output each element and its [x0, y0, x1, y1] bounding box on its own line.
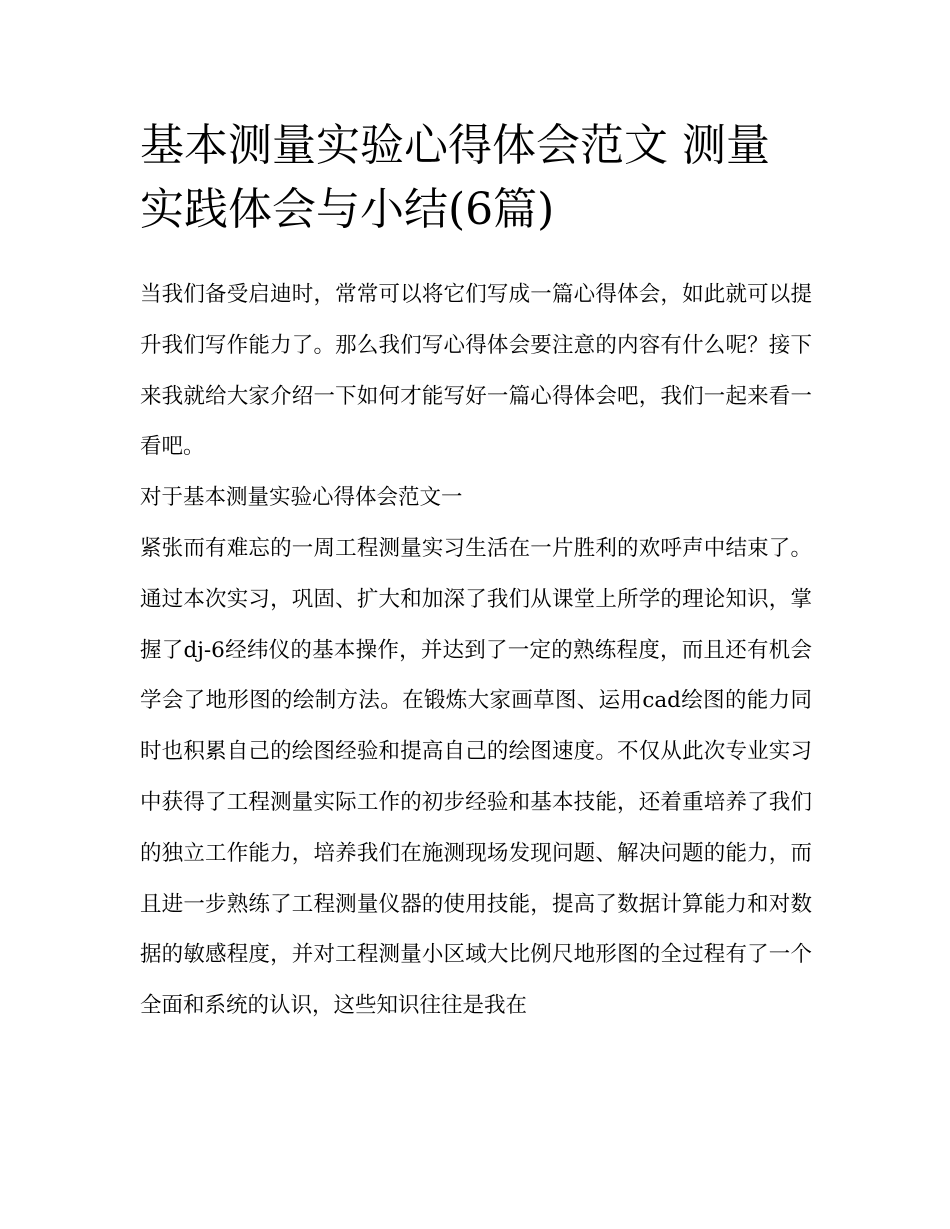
section-heading: 对于基本测量实验心得体会范文一: [140, 485, 463, 511]
document-content: [140, 114, 812, 1032]
body-paragraph: 紧张而有难忘的一周工程测量实习生活在一片胜利的欢呼声中结束了。通过本次实习，巩固、扩大和加深了我们从课堂上所学的理论知识，掌握了dj-6经纬仪的基本操作，并达到了一定的熟练程度，而且还有机会学会了地形图的绘制方法。在锻炼大家画草图、运用cad绘图的能力同时也积累自己的绘图经验和提高自己的绘图速度。不仅从此次专业实习中获得了工程测量实际工作的初步经验和基本技能，还着重培养了我们的独立工作能力，培养我们在施测现场发现问题、解决问题的能力，而且进一步熟练了工程测量仪器的使用技能，提高了数据计算能力和对数据的敏感程度，并对工程测量小区域大比例尺地形图的全过程有了一个全面和系统的认识，这些知识往往是我在: [140, 535, 812, 1019]
intro-paragraph: 当我们备受启迪时，常常可以将它们写成一篇心得体会，如此就可以提升我们写作能力了。那么我们写心得体会要注意的内容有什么呢？接下来我就给大家介绍一下如何才能写好一篇心得体会吧，我们一起来看一看吧。: [140, 282, 812, 460]
document-title: 基本测量实验心得体会范文 测量实践体会与小结(6篇): [140, 120, 770, 235]
